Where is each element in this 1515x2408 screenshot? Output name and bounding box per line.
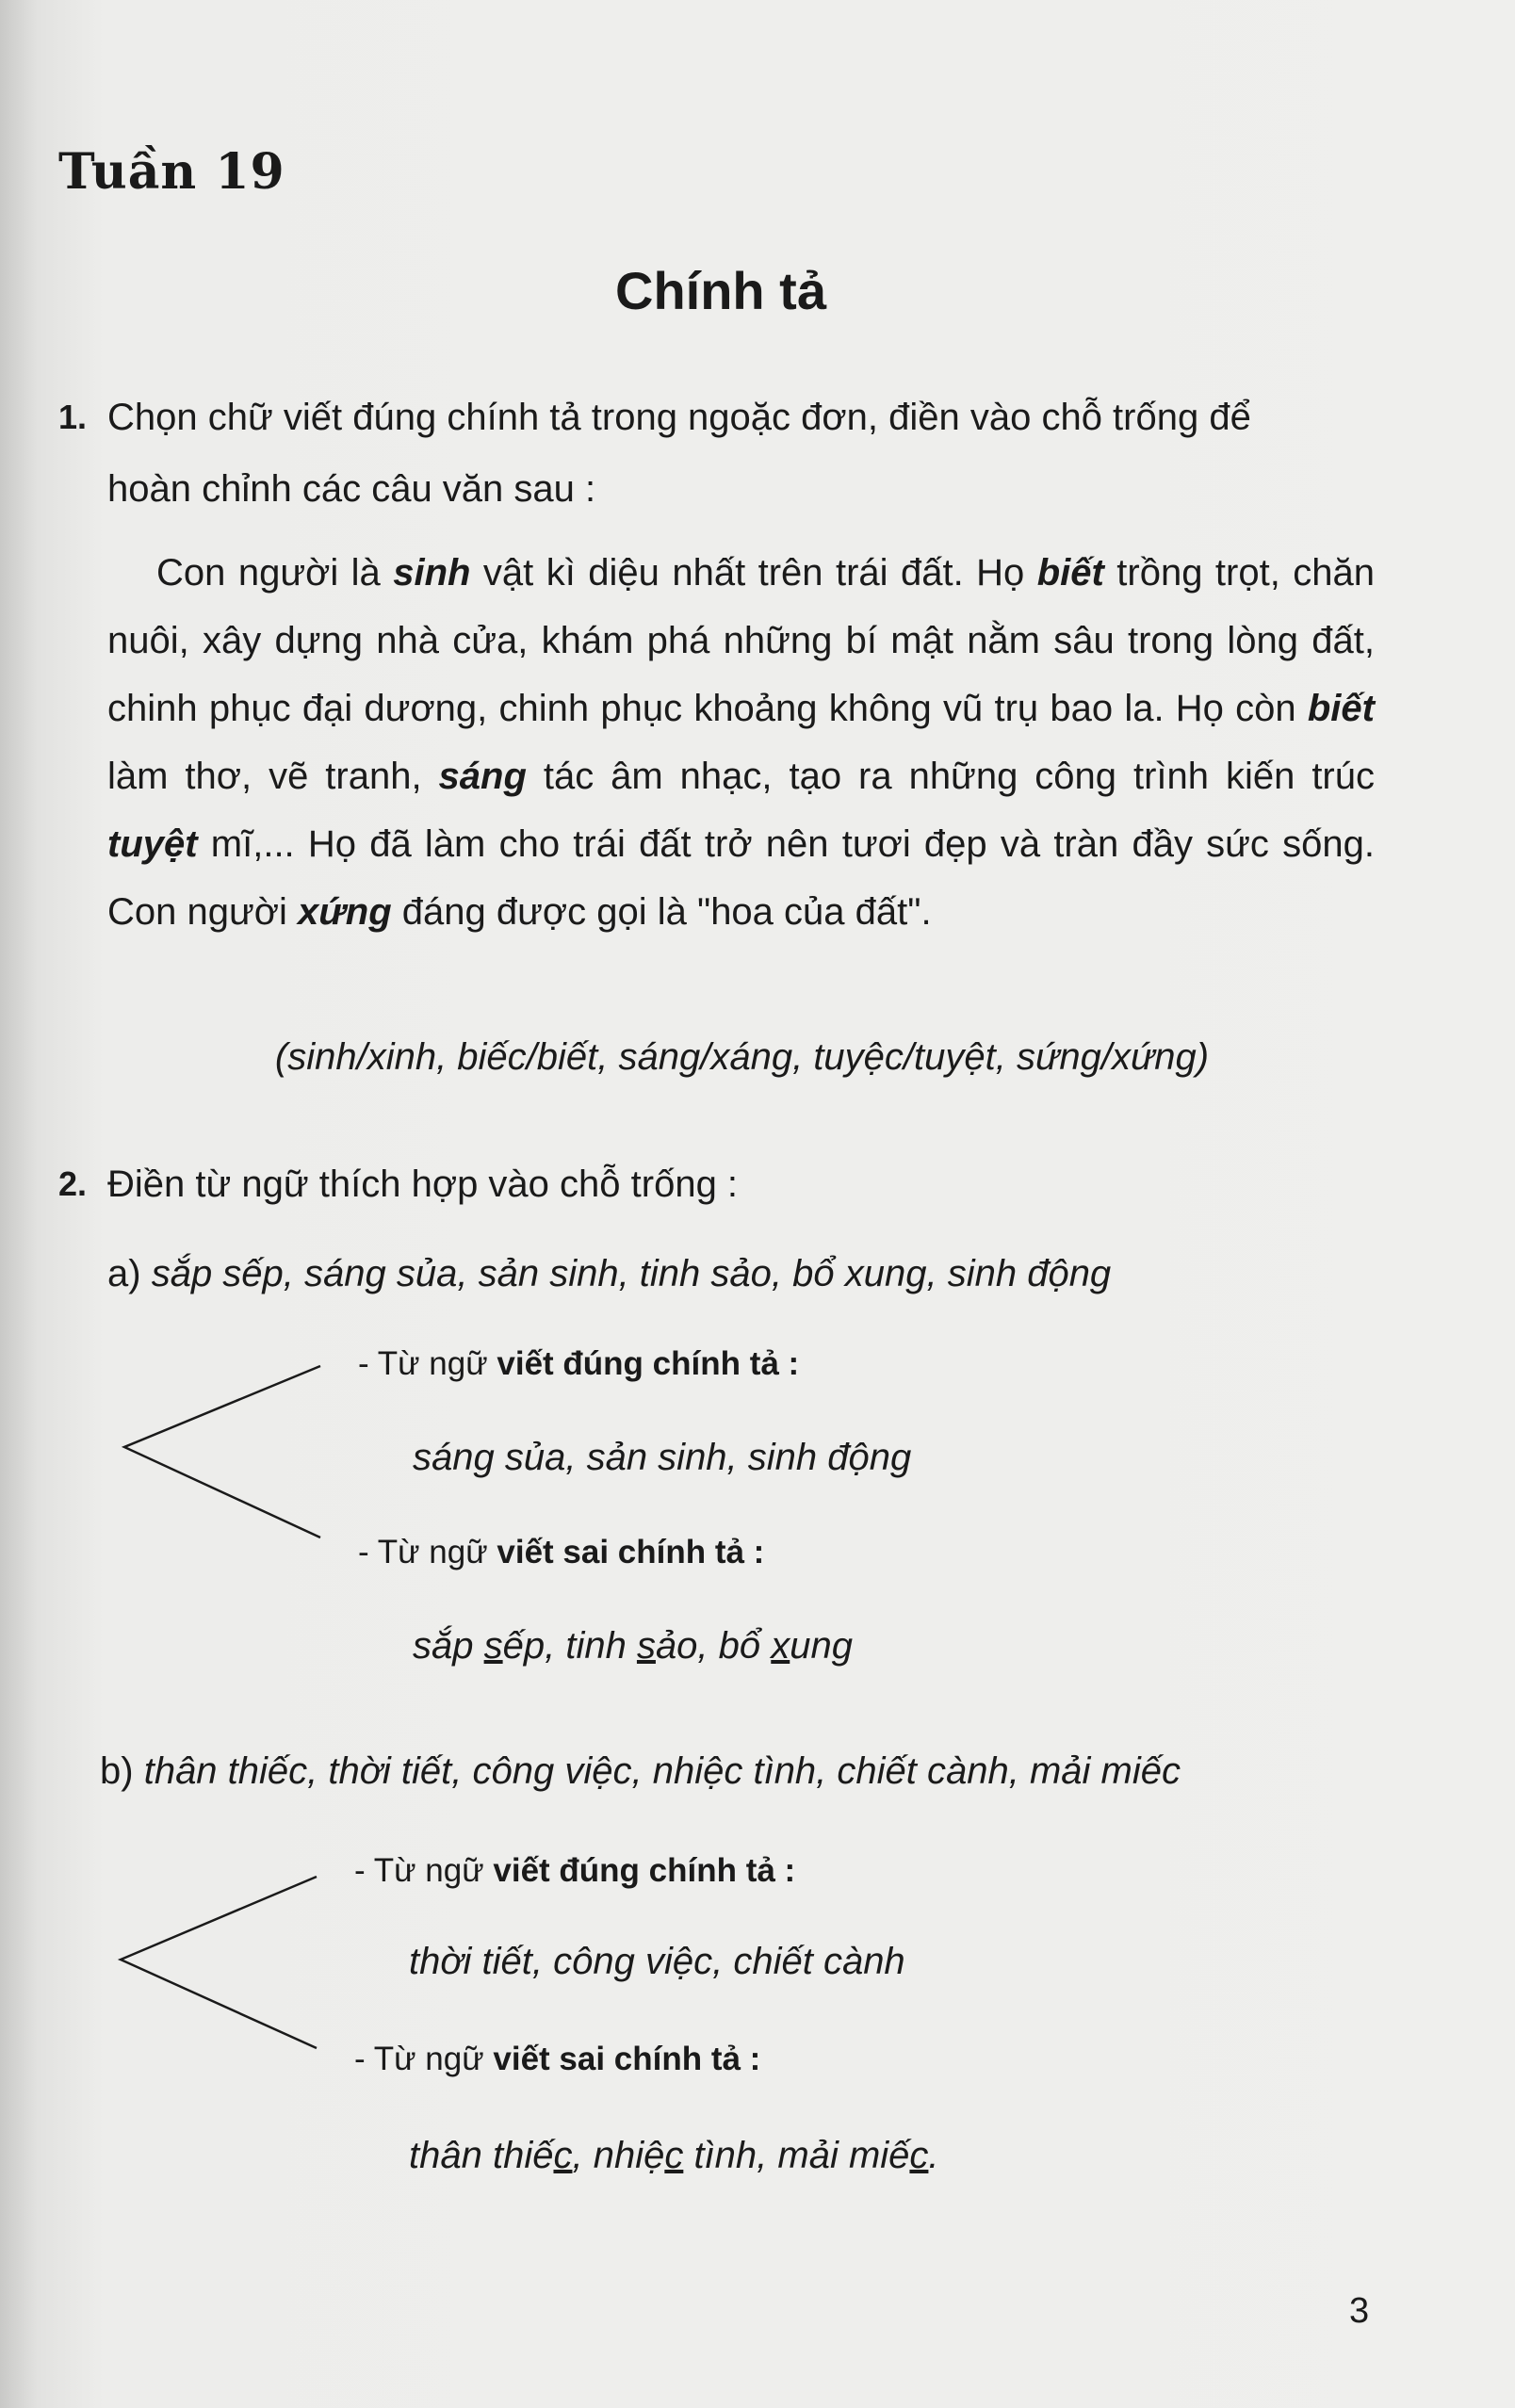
part-a-item [107,1253,1111,1295]
exercise-2-prompt: Điền từ ngữ thích hợp vào chỗ trống : [107,1163,739,1205]
wrong-letter: c [553,2135,573,2176]
exercise-1-hint: (sinh/xinh, biếc/biết, sáng/xáng, tuyệc/tuyệt, sứng/xứng) [274,1036,1210,1078]
filled-word: biết [1307,688,1375,729]
part-a-marker: a) [107,1253,141,1294]
paragraph-text: trồng trọt, chăn nuôi, xây dựng nhà cửa, khám phá những bí mật nằm sâu trong lòng đất, chinh phục đại dương, chinh phục khoảng không vũ trụ bao la. Họ còn [107,552,1375,729]
wrong-letter: c [909,2135,929,2176]
filled-word: biết [1036,552,1104,594]
wrong-word-part: ếp, [502,1625,566,1667]
exercise-2-number: 2. [58,1164,88,1203]
wrong-letter: s [636,1625,656,1667]
filled-word: tuyệt [107,823,198,865]
wrong-letter: s [483,1625,503,1667]
label-correct-prefix: - Từ ngữ [358,1345,497,1382]
wrong-word-part: tinh [565,1625,637,1667]
exercise-1-number: 1. [58,398,88,436]
filled-word: xứng [298,891,392,933]
part-a-words: sắp sếp, sáng sủa, sản sinh, tinh sảo, bổ xung, sinh động [151,1253,1112,1294]
label-wrong-prefix: - Từ ngữ [354,2041,494,2077]
part-b-item [100,1750,1181,1793]
filled-word: sinh [393,552,471,594]
label-correct-prefix: - Từ ngữ [354,1852,494,1889]
exercise-1-prompt-line-1: Chọn chữ viết đúng chính tả trong ngoặc đơn, điền vào chỗ trống để [107,397,1251,438]
wrong-word-part: bổ [718,1625,772,1667]
label-wrong-bold: viết sai chính tả : [493,2041,761,2077]
wrong-word-part: tình, [683,2135,778,2176]
filled-word: sáng [438,756,527,797]
part-b-bracket [109,1869,326,2058]
part-b-wrong-label [354,2041,760,2078]
wrong-word-part: thân thiế [409,2135,554,2176]
part-b-marker: b) [100,1750,134,1792]
part-b-correct-label [354,1852,795,1890]
part-b-wrong-answer [409,2135,939,2177]
wrong-word-part: , [572,2135,594,2176]
wrong-word-part: . [928,2135,939,2176]
wrong-word-part: nhiệ [593,2135,665,2176]
part-a-wrong-answer [413,1625,853,1668]
paragraph-text: tác âm nhạc, tạo ra những công trình kiến trúc [526,756,1375,797]
paragraph-text: làm thơ, vẽ tranh, [107,756,439,797]
part-b-correct-answer: thời tiết, công việc, chiết cành [409,1941,905,1982]
paragraph-text: vật kì diệu nhất trên trái đất. Họ [470,552,1037,594]
part-a-bracket [113,1357,330,1545]
page-number: 3 [1349,2291,1370,2331]
wrong-word-part: sắp [413,1625,484,1667]
label-correct-bold: viết đúng chính tả : [493,1852,796,1889]
label-correct-bold: viết đúng chính tả : [497,1345,800,1382]
label-wrong-prefix: - Từ ngữ [358,1534,497,1570]
paragraph-text: Con người là [156,552,394,594]
week-heading: Tuần 19 [58,143,285,201]
exercise-1-paragraph [107,539,1375,946]
part-a-wrong-label [358,1534,764,1571]
label-wrong-bold: viết sai chính tả : [497,1534,765,1570]
wrong-letter: x [771,1625,790,1667]
paragraph-text: đáng được gọi là "hoa của đất". [391,891,932,933]
part-a-correct-answer: sáng sủa, sản sinh, sinh động [413,1437,912,1478]
wrong-letter: c [664,2135,684,2176]
part-a-correct-label [358,1345,799,1383]
wrong-word-part: mải miế [777,2135,910,2176]
exercise-1-prompt-line-2: hoàn chỉnh các câu văn sau : [107,468,596,510]
paragraph-text: mĩ,... Họ đã làm cho trái đất trở nên tươi đẹp và tràn đầy sức sống. Con người [107,823,1375,933]
wrong-word-part: ảo, [655,1625,719,1667]
section-title: Chính tả [615,261,826,320]
wrong-word-part: ung [790,1625,854,1667]
part-b-words: thân thiếc, thời tiết, công việc, nhiệc tình, chiết cành, mải miếc [143,1750,1181,1792]
